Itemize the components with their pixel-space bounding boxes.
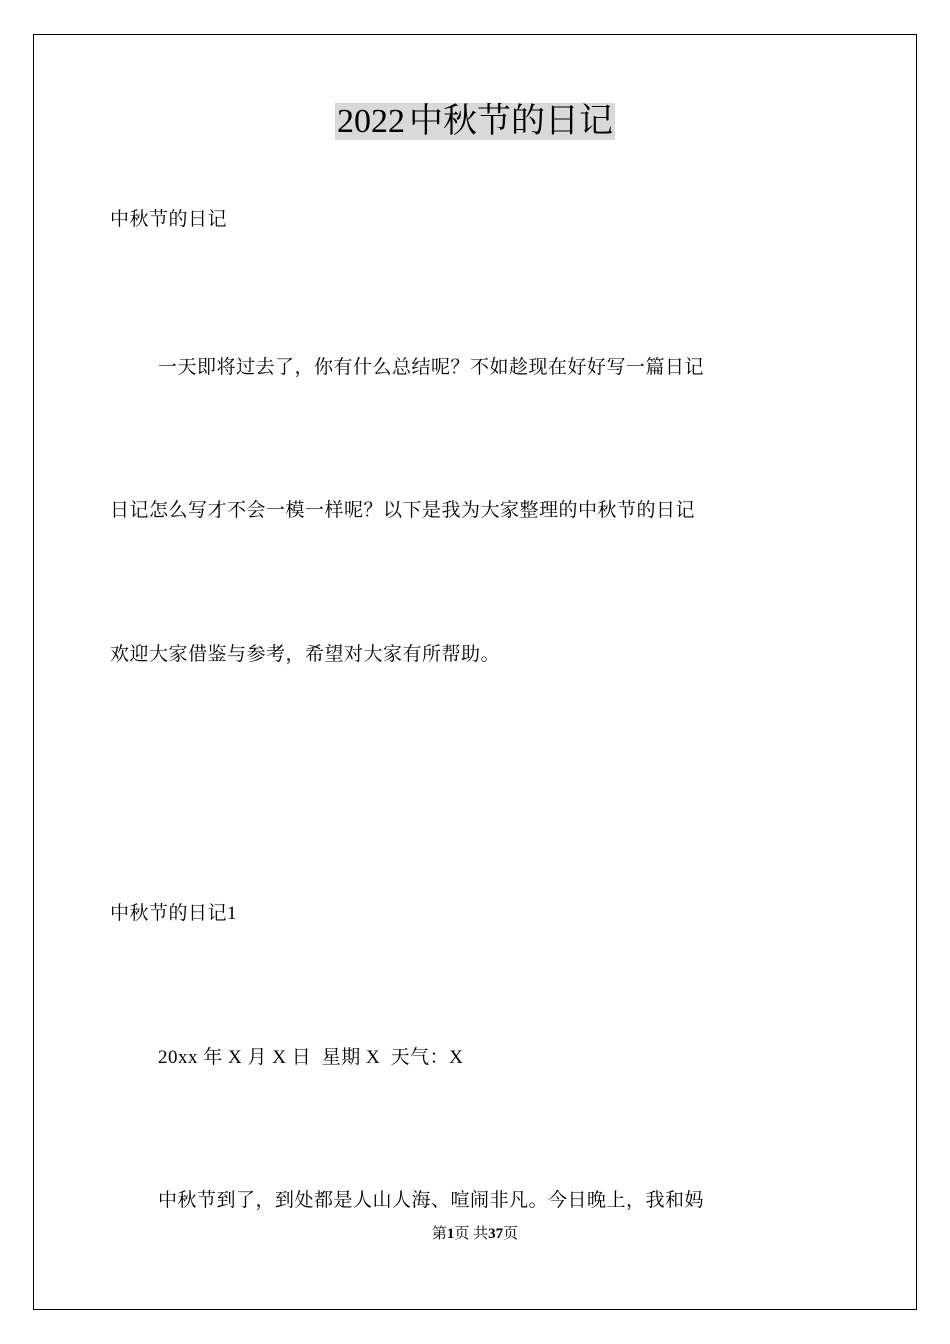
intro-paragraph-3: 欢迎大家借鉴与参考，希望对大家有所帮助。 (110, 643, 501, 665)
spacer (110, 668, 840, 900)
footer-total-pages: 37 (488, 1226, 504, 1242)
title-prefix: 2022 (337, 103, 405, 140)
spacer (110, 144, 840, 206)
footer-current-page: 1 (446, 1226, 455, 1242)
footer-suffix: 页 (503, 1226, 519, 1242)
document-content (110, 100, 840, 1215)
document-heading: 中秋节的日记 (110, 209, 228, 231)
spacer (110, 1071, 840, 1187)
spacer (110, 381, 840, 497)
footer-prefix: 第 (431, 1226, 447, 1242)
section-heading: 中秋节的日记1 (110, 903, 238, 925)
page-footer (0, 1222, 950, 1243)
spacer (110, 928, 840, 1044)
spacer (110, 525, 840, 641)
body-paragraph: 中秋节到了，到处都是人山人海、喧闹非凡。今日晚上，我和妈 (158, 1190, 705, 1212)
page-title (110, 100, 840, 144)
date-line: 20xx 年 X 月 X 日 星期 X 天气：X (158, 1046, 464, 1068)
intro-paragraph-2: 日记怎么写才不会一模一样呢？以下是我为大家整理的中秋节的日记 (110, 500, 696, 522)
spacer (110, 234, 840, 354)
intro-paragraph-1: 一天即将过去了，你有什么总结呢？不如趁现在好好写一篇日记 (158, 356, 705, 378)
title-main: 中秋节的日记 (409, 103, 613, 140)
footer-middle: 页 共 (454, 1226, 489, 1242)
